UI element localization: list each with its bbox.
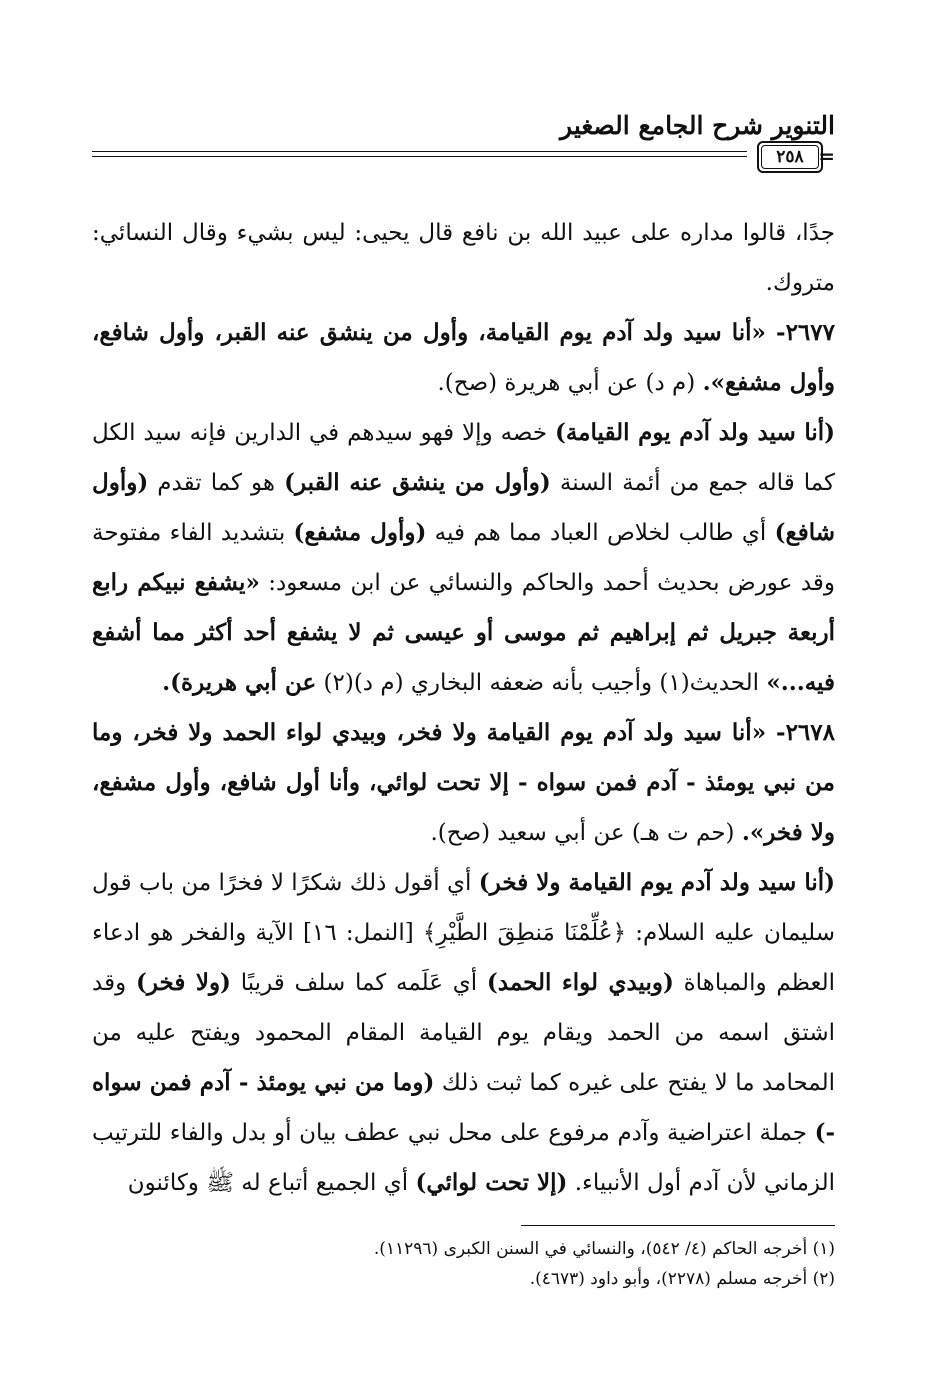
hadith-2678-text: ٢٦٧٨- «أنا سيد ولد آدم يوم القيامة ولا فخر، وبيدي لواء الحمد ولا فخر، وما من نبي يومئذ - آدم فمن سواه - إلا تحت لوائي، وأنا أول شافع، وأول مشفع، ولا فخر». xyxy=(92,719,835,846)
seg: (أنا سيد ولد آدم يوم القيامة) xyxy=(554,419,835,446)
hadith-2678 xyxy=(92,708,835,858)
seg: (وأول من ينشق عنه القبر) xyxy=(284,469,551,496)
commentary-2678 xyxy=(92,858,835,1208)
footnote-1: (١) أخرجه الحاكم (٤/ ٥٤٢)، والنسائي في السنن الكبرى (١١٢٩٦). xyxy=(373,1239,835,1259)
footnotes xyxy=(92,1234,835,1294)
seg: بتشديد الفاء مفتوحة وقد عورض بحديث أحمد والحاكم والنسائي عن ابن مسعود: xyxy=(92,520,835,596)
seg: هو كما تقدم xyxy=(148,470,285,496)
page-header xyxy=(92,105,835,175)
seg: (وبيدي لواء الحمد) xyxy=(486,969,674,996)
page-number: ٢٥٨ xyxy=(757,141,823,173)
seg: الحديث(١) وأجيب بأنه ضعفه البخاري (م د)(٢) xyxy=(316,670,767,696)
seg: جملة اعتراضية وآدم مرفوع على محل نبي عطف بيان أو بدل والفاء للترتيب الزماني لأن آدم أول الأنبياء. xyxy=(92,1120,835,1196)
seg: خصه وإلا فهو سيدهم في الدارين فإنه سيد الكل كما قاله جمع من أئمة السنة xyxy=(92,420,836,496)
hadith-2677-source: (م د) عن أبي هريرة (صح). xyxy=(437,370,703,396)
seg: أي الجميع أتباع له ﷺ وكائنون xyxy=(127,1170,416,1196)
running-title: التنوير شرح الجامع الصغير xyxy=(560,111,835,140)
seg: أي عَلَمه كما سلف قريبًا xyxy=(230,970,487,996)
seg: (ولا فخر) xyxy=(135,969,231,996)
hadith-2677 xyxy=(92,308,835,408)
seg: (أنا سيد ولد آدم يوم القيامة ولا فخر) xyxy=(478,869,835,896)
seg: (وما من نبي يومئذ - آدم فمن سواه -) xyxy=(92,1069,835,1146)
seg: (إلا تحت لوائي) xyxy=(415,1169,568,1196)
header-rule-bottom xyxy=(92,156,747,157)
hadith-2677-text: ٢٦٧٧- «أنا سيد ولد آدم يوم القيامة، وأول من ينشق عنه القبر، وأول شافع، وأول مشفع». xyxy=(92,319,835,396)
hadith-2678-source: (حم ت هـ) عن أبي سعيد (صح). xyxy=(430,820,742,846)
header-dash: = xyxy=(818,144,835,168)
seg: «يشفع نبيكم رابع أربعة جبريل ثم إبراهيم ثم موسى أو عيسى ثم لا يشفع أحد أكثر مما أشفع فيه...» xyxy=(92,569,835,696)
commentary-2677 xyxy=(92,408,835,708)
paragraph-1: جدًا، قالوا مداره على عبيد الله بن نافع قال يحيى: ليس بشيء وقال النسائي: متروك. xyxy=(92,220,835,296)
seg: أي طالب لخلاص العباد مما هم فيه xyxy=(426,520,775,546)
footnote-divider xyxy=(521,1225,835,1226)
footnote-2: (٢) أخرجه مسلم (٢٢٧٨)، وأبو داود (٤٦٧٣). xyxy=(529,1269,835,1289)
seg: وقد اشتق اسمه من الحمد ويقام يوم القيامة المقام المحمود ويفتح عليه من المحامد ما لا يفتح على غيره كما ثبت ذلك xyxy=(92,970,835,1096)
seg: أي أقول ذلك شكرًا لا فخرًا من باب قول سليمان عليه السلام: ﴿عُلِّمْنَا مَنطِقَ الطَّيْرِ﴾ [النمل: ١٦] الآية والفخر هو ادعاء العظم والمباهاة xyxy=(92,870,836,996)
seg: (وأول شافع) xyxy=(92,469,835,546)
main-text xyxy=(92,208,835,1208)
seg: (وأول مشفع) xyxy=(293,519,427,546)
header-rule-top xyxy=(92,151,747,152)
seg: عن أبي هريرة). xyxy=(162,669,317,696)
